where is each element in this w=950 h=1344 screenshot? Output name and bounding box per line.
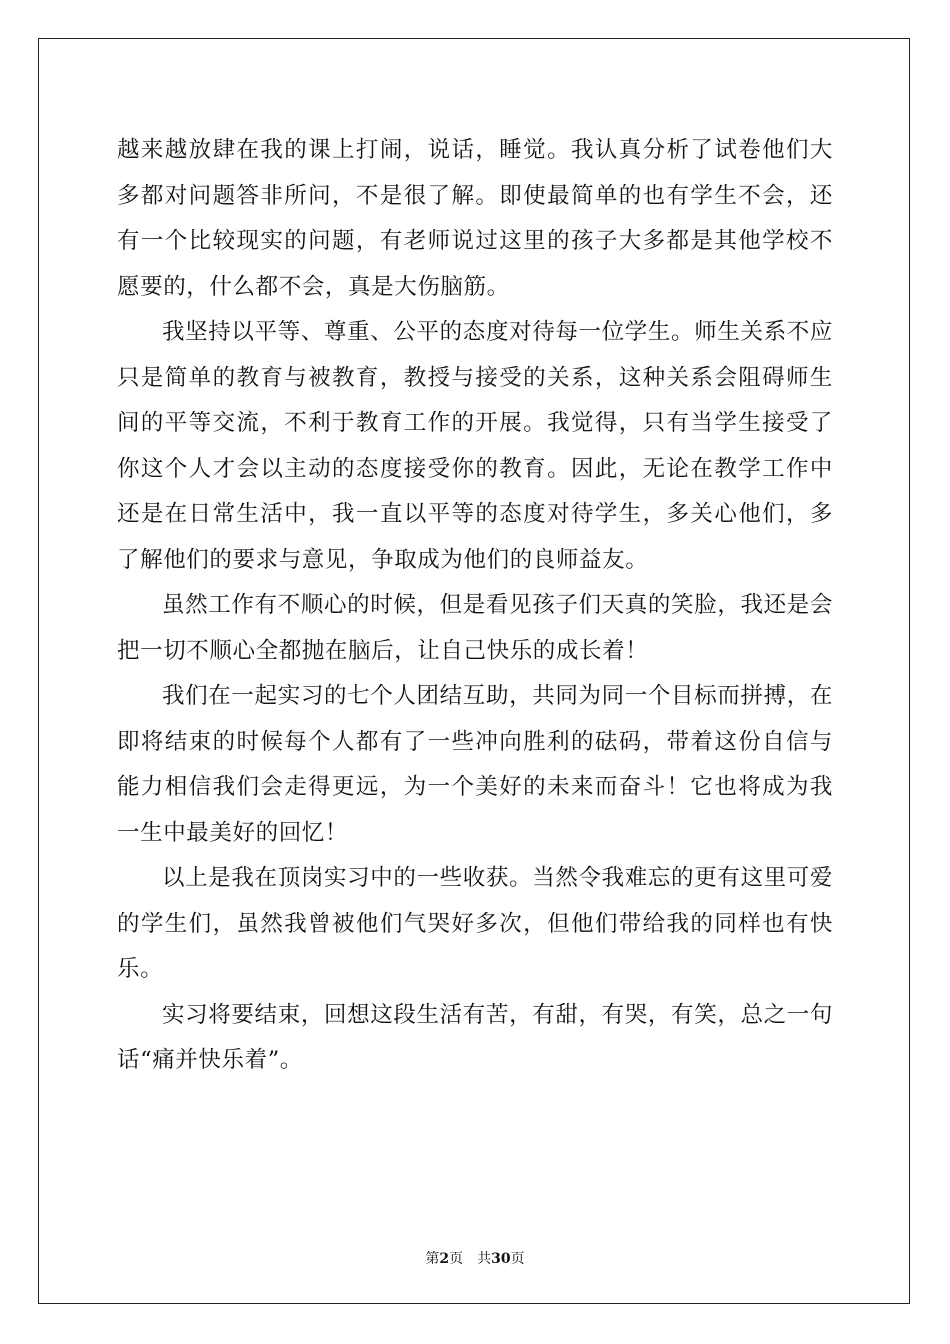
page-current: 2 [439, 1251, 450, 1267]
total-suffix: 页 [510, 1251, 525, 1267]
page-footer [0, 1248, 950, 1268]
paragraph-continuation: 越来越放肆在我的课上打闹，说话，睡觉。我认真分析了试卷他们大多都对问题答非所问，不是很了解。即使最简单的也有学生不会，还有一个比较现实的问题，有老师说过这里的孩子大多都是其他学校不愿要的，什么都不会，真是大伤脑筋。 [117, 137, 833, 300]
page-prefix: 第 [425, 1251, 440, 1267]
document-body [117, 128, 833, 1084]
total-pages: 30 [491, 1251, 511, 1267]
total-prefix: 共 [477, 1251, 492, 1267]
paragraph-harvest: 以上是我在顶岗实习中的一些收获。当然令我难忘的更有这里可爱的学生们，虽然我曾被他们气哭好多次，但他们带给我的同样也有快乐。 [117, 865, 833, 982]
paragraph-teamwork: 我们在一起实习的七个人团结互助，共同为同一个目标而拼搏，在即将结束的时候每个人都有了一些冲向胜利的砝码，带着这份自信与能力相信我们会走得更远，为一个美好的未来而奋斗！它也将成为我一生中最美好的回忆！ [117, 683, 833, 846]
paragraph-conclusion: 实习将要结束，回想这段生活有苦，有甜，有哭，有笑，总之一句话“痛并快乐着”。 [117, 1001, 833, 1073]
page-suffix: 页 [449, 1251, 464, 1267]
paragraph-happiness: 虽然工作有不顺心的时候，但是看见孩子们天真的笑脸，我还是会把一切不顺心全都抛在脑后，让自己快乐的成长着！ [117, 592, 833, 664]
paragraph-equality: 我坚持以平等、尊重、公平的态度对待每一位学生。师生关系不应只是简单的教育与被教育，教授与接受的关系，这种关系会阻碍师生间的平等交流，不利于教育工作的开展。我觉得，只有当学生接受了你这个人才会以主动的态度接受你的教育。因此，无论在教学工作中还是在日常生活中，我一直以平等的态度对待学生，多关心他们，多了解他们的要求与意见，争取成为他们的良师益友。 [117, 319, 833, 573]
